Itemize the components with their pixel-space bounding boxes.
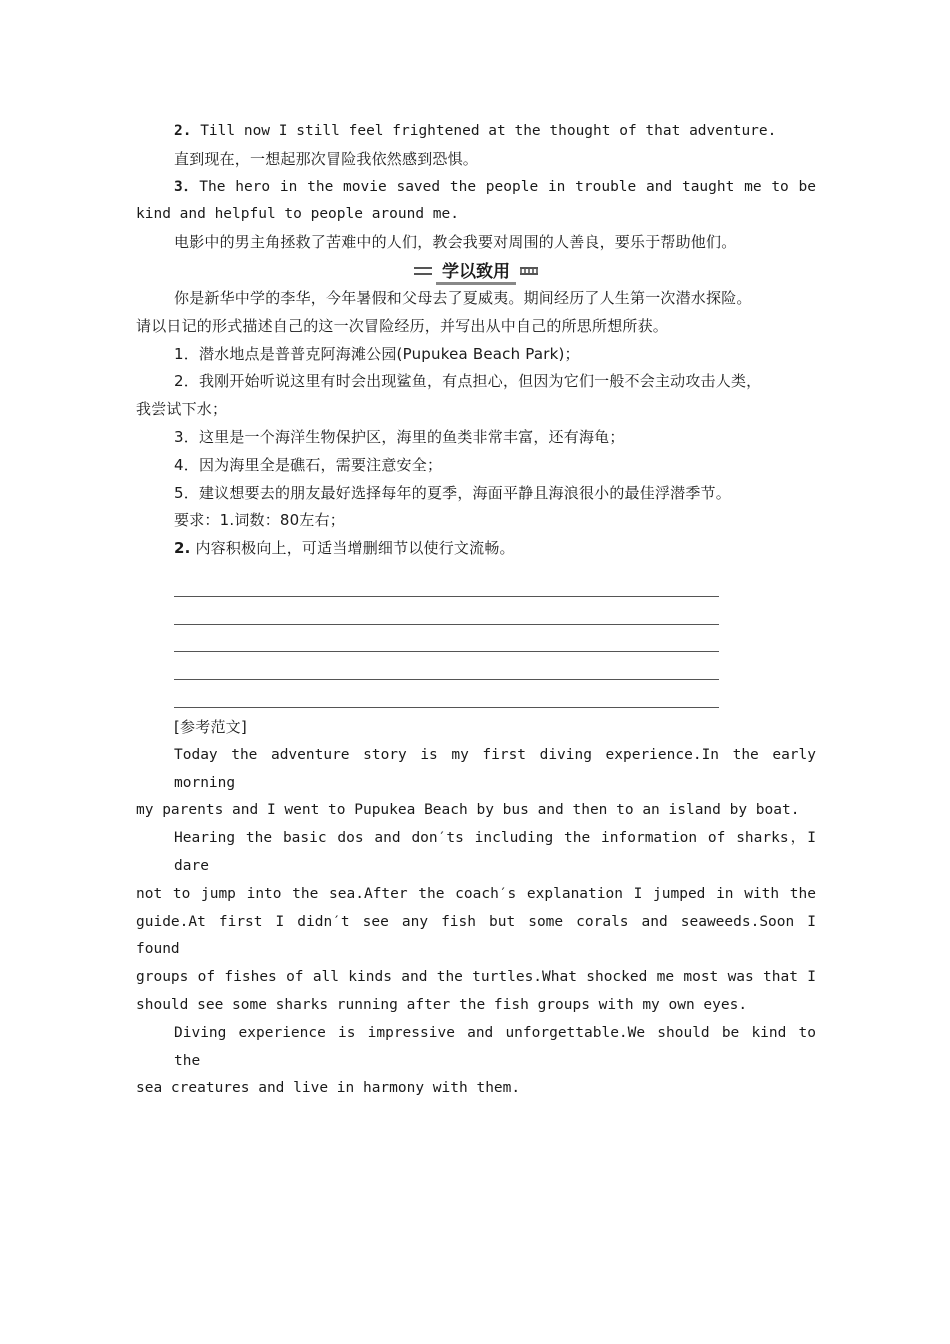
section-banner [136, 258, 816, 284]
reference-p2-line-4: groups of fishes of all kinds and the turtles.What shocked me most was that I [136, 969, 816, 986]
reference-p3-line-1: Diving experience is impressive and unforgettable.We should be kind to the [174, 1024, 816, 1069]
reference-p2-line-5: should see some sharks running after the fish groups with my own eyes. [136, 996, 748, 1013]
example-3-english-line-2: kind and helpful to people around me. [136, 206, 460, 223]
example-3-chinese: 电影中的男主角拯救了苦难中的人们，教会我要对周围的人善良，要乐于帮助他们。 [174, 233, 737, 252]
task-point-1: 1．潜水地点是普普克阿海滩公园(Pupukea Beach Park)； [174, 344, 580, 363]
example-2-number: 2. [174, 123, 192, 139]
example-2-en-text: Till now I still feel frightened at the thought of that adventure. [200, 123, 777, 139]
reference-p2-line-3: guide.At first I didn′t see any fish but some corals and seaweeds.Soon I found [136, 913, 816, 958]
reference-p2-line-2: not to jump into the sea.After the coach′s explanation I jumped in with the [136, 885, 816, 902]
example-3-number: 3． [174, 178, 200, 195]
task-intro-line-2: 请以日记的形式描述自己的这一次冒险经历，并写出从中自己的所思所想所获。 [136, 316, 669, 335]
task-point-2-continued: 我尝试下水； [136, 400, 228, 419]
answer-line[interactable] [174, 569, 719, 597]
task-intro-line-1: 你是新华中学的李华，今年暑假和父母去了夏威夷。期间经历了人生第一次潜水探险。 [174, 288, 752, 307]
requirement-2-text: 内容积极向上，可适当增删细节以使行文流畅。 [195, 539, 515, 558]
example-3-english-line-1 [136, 174, 816, 202]
requirement-1-text: 1.词数：80左右； [219, 511, 346, 530]
task-point-3: 3．这里是一个海洋生物保护区，海里的鱼类非常丰富，还有海龟； [174, 427, 625, 446]
requirement-1 [136, 507, 816, 535]
task-point-4: 4．因为海里全是礁石，需要注意安全； [174, 455, 443, 474]
example-3-en-text-1: The hero in the movie saved the people in trouble and taught me to be [199, 178, 816, 195]
section-title: 学以致用 [436, 257, 516, 285]
reference-p2-line-1: Hearing the basic dos and don′ts including the information of sharks，I dare [174, 830, 816, 874]
banner-right-rule [520, 267, 538, 275]
answer-line[interactable] [174, 680, 719, 708]
document-page [136, 118, 816, 1103]
reference-label: [参考范文] [174, 717, 247, 736]
banner-left-rule [414, 267, 432, 275]
requirement-2 [136, 535, 816, 563]
example-2-chinese: 直到现在，一想起那次冒险我依然感到恐惧。 [174, 149, 479, 168]
reference-p1-line-1: Today the adventure story is my first diving experience.In the early morning [174, 746, 816, 791]
requirement-label: 要求： [174, 511, 220, 530]
reference-p1-line-2: my parents and I went to Pupukea Beach by bus and then to an island by boat. [136, 802, 800, 819]
answer-line[interactable] [174, 625, 719, 653]
answer-line[interactable] [174, 652, 719, 680]
reference-p3-line-2: sea creatures and live in harmony with them. [136, 1080, 521, 1097]
task-point-2: 2．我刚开始听说这里有时会出现鲨鱼，有点担心，但因为它们一般不会主动攻击人类， [174, 372, 762, 391]
answer-line[interactable] [174, 597, 719, 625]
requirement-2-number: 2. [174, 539, 191, 558]
task-point-5: 5．建议想要去的朋友最好选择每年的夏季，海面平静且海浪很小的最佳浮潜季节。 [174, 483, 731, 502]
example-2-english [136, 118, 816, 146]
answer-lines [174, 569, 719, 708]
